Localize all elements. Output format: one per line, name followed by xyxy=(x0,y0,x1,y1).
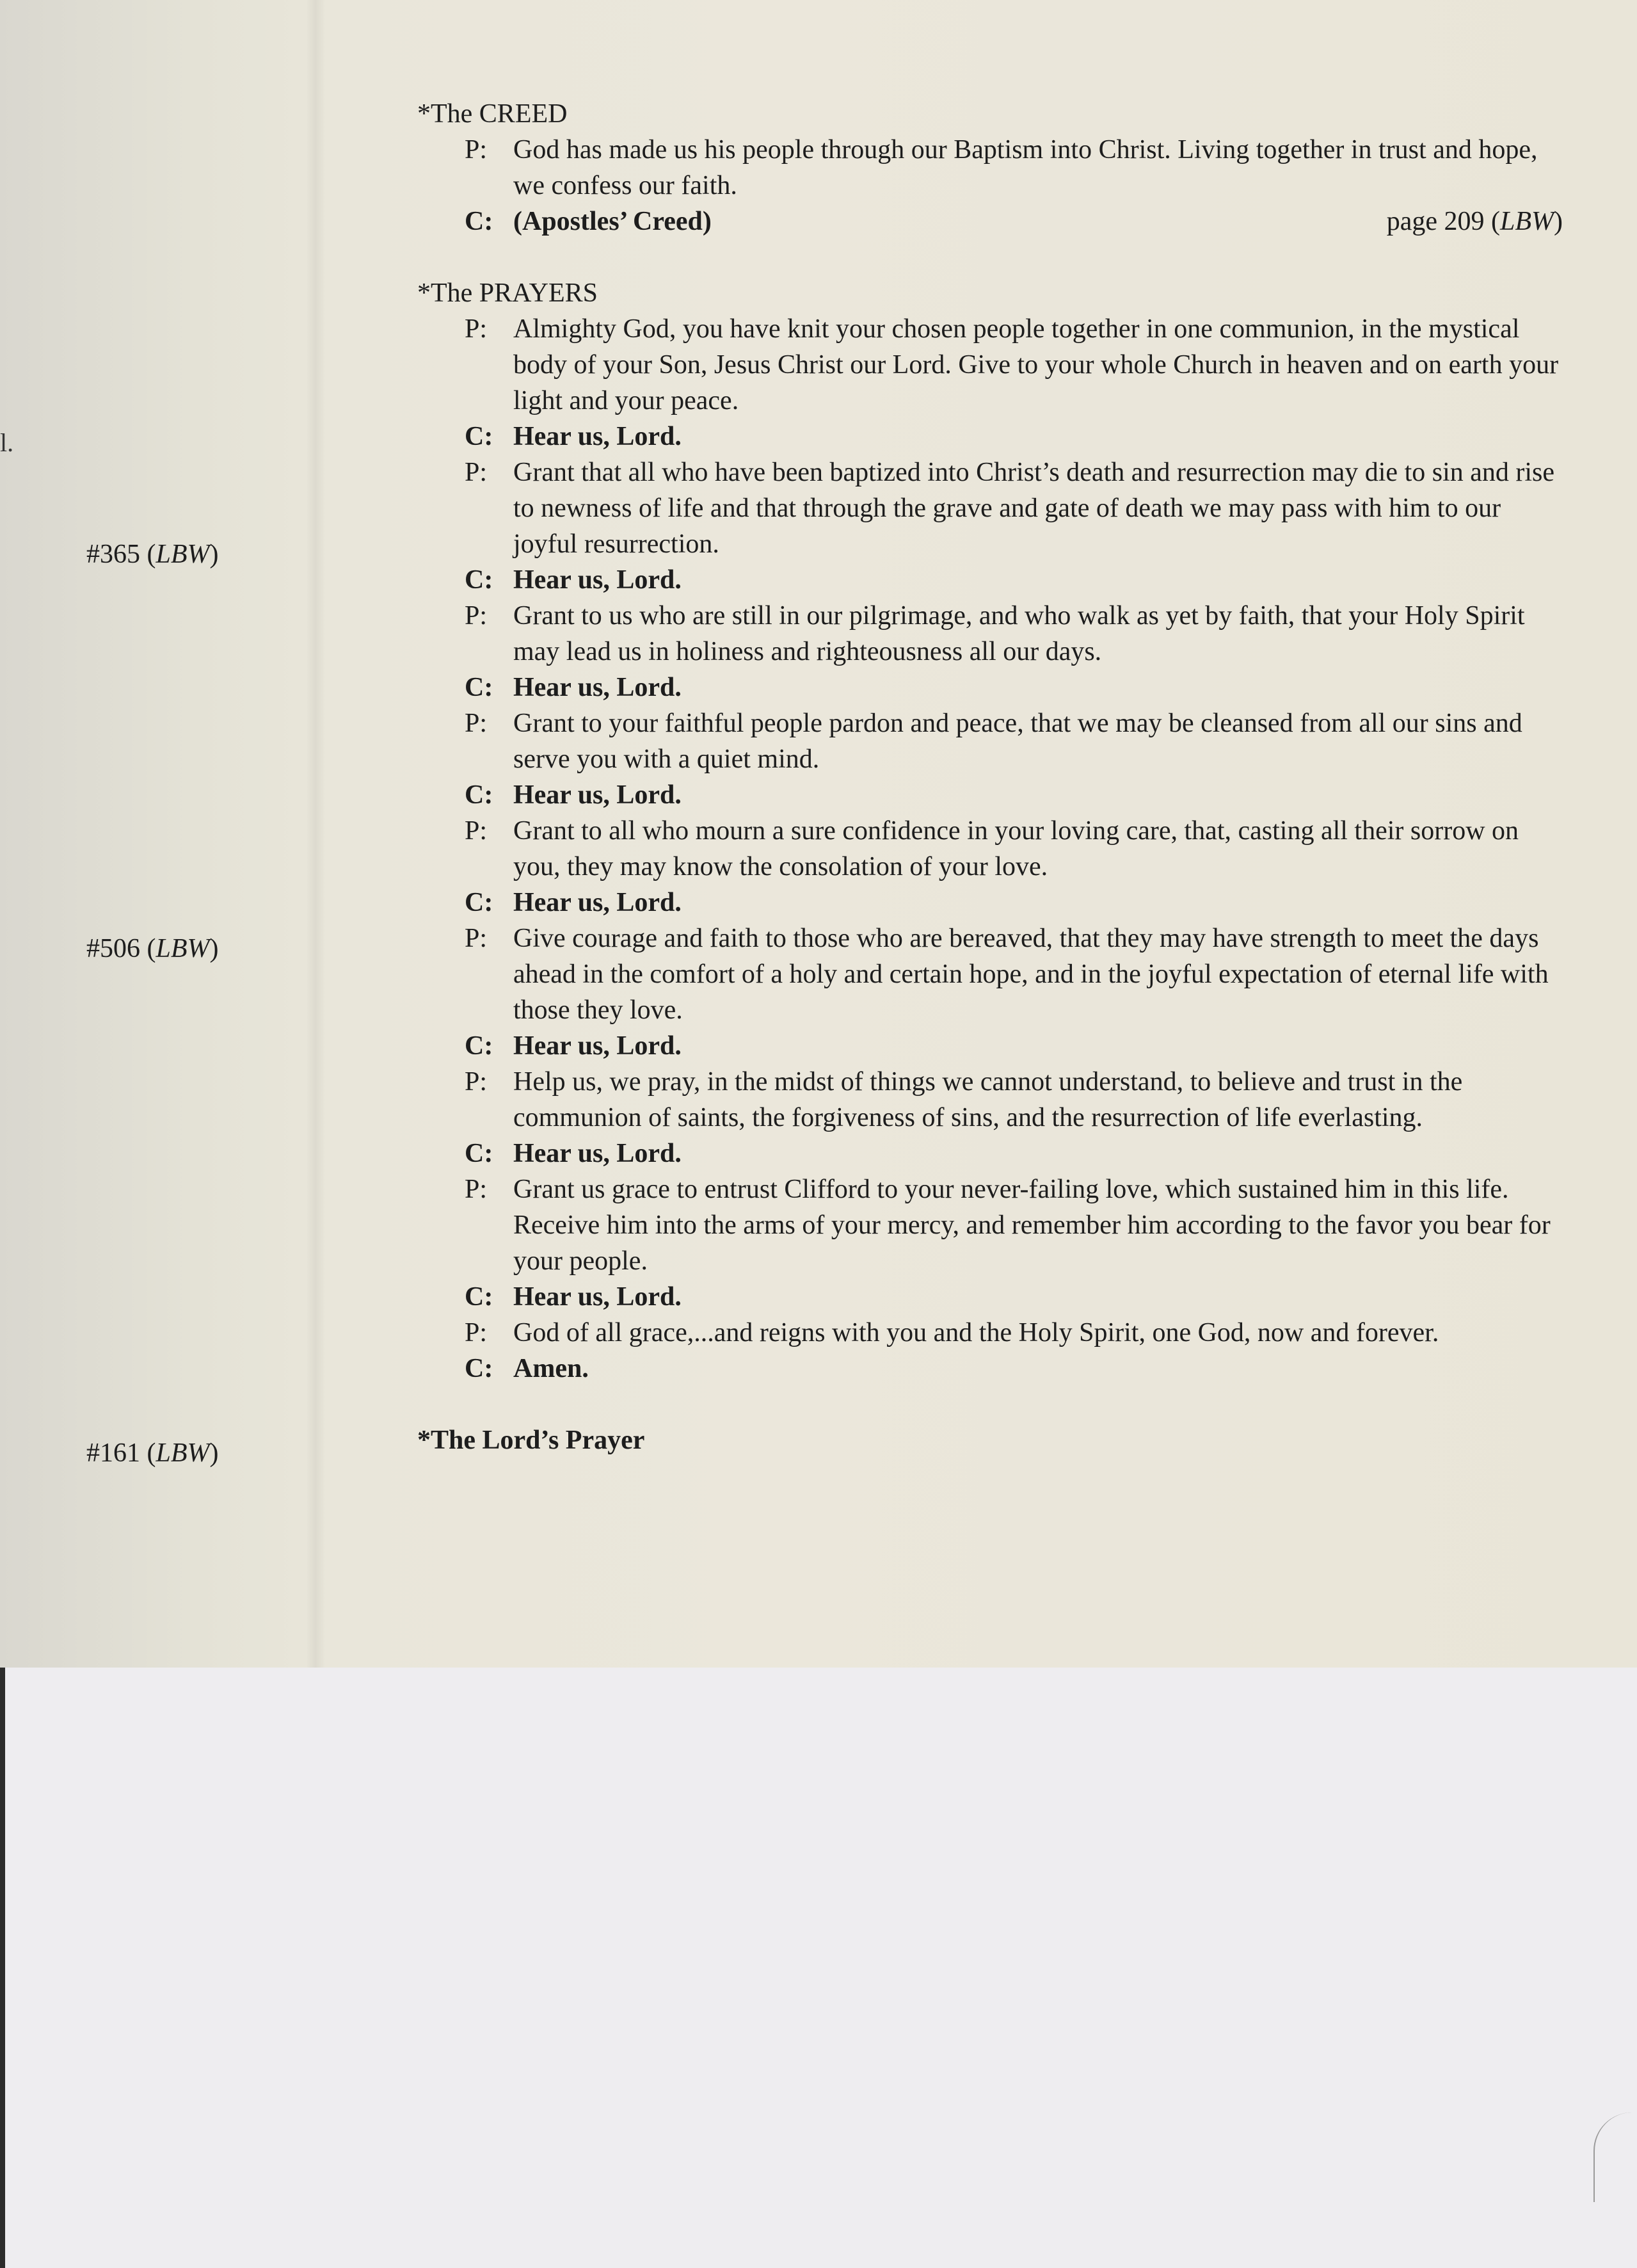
scan-edge xyxy=(0,1668,5,2268)
speaker-label: C: xyxy=(465,565,493,595)
response-text: Hear us, Lord. xyxy=(513,673,682,702)
speaker-label: C: xyxy=(465,1282,493,1312)
prayer-petition xyxy=(417,921,1563,1028)
creed-congregation-text: (Apostles’ Creed) xyxy=(513,207,712,236)
page-reference: page 209 (LBW) xyxy=(1386,207,1563,236)
speaker-label: P: xyxy=(465,1175,488,1204)
prayer-petition xyxy=(417,1315,1563,1351)
liturgy-content xyxy=(417,96,1563,1458)
petition-text: Grant to all who mourn a sure confidence in your loving care, that, casting all their sorrow on you, they may know the consolation of your love. xyxy=(513,816,1519,881)
prayer-petition xyxy=(417,1171,1563,1279)
speaker-label: C: xyxy=(465,673,493,702)
scanner-background xyxy=(5,1668,1637,2268)
creed-pastor-text: God has made us his people through our Baptism into Christ. Living together in trust and hope, we confess our faith. xyxy=(513,135,1538,200)
speaker-label: C: xyxy=(465,780,493,810)
petition-text: Help us, we pray, in the midst of things we cannot understand, to believe and trust in the communion of saints, the forgiveness of sins, and the resurrection of life everlasting. xyxy=(513,1067,1463,1132)
prayer-response xyxy=(417,1028,1563,1064)
response-text: Hear us, Lord. xyxy=(513,1139,682,1168)
petition-text: Almighty God, you have knit your chosen people together in one communion, in the mystical body of your Son, Jesus Christ our Lord. Give to your whole Church in heaven and on earth your light and your peace. xyxy=(513,314,1559,415)
prayer-petition xyxy=(417,311,1563,419)
speaker-label: P: xyxy=(465,135,488,165)
response-text: Hear us, Lord. xyxy=(513,565,682,595)
speaker-label: P: xyxy=(465,924,488,953)
prayer-petition xyxy=(417,598,1563,670)
speaker-label: P: xyxy=(465,709,488,738)
prayer-response xyxy=(417,1136,1563,1171)
prayer-petition xyxy=(417,813,1563,885)
response-text: Hear us, Lord. xyxy=(513,888,682,917)
petition-text: Give courage and faith to those who are bereaved, that they may have strength to meet the days ahead in the comfort of a holy and certain hope, and in the joyful expectation of eternal life with those they love. xyxy=(513,924,1549,1025)
hymn-ref-161: #161 (LBW) xyxy=(86,1438,219,1468)
speaker-label: P: xyxy=(465,1318,488,1347)
prayer-response xyxy=(417,885,1563,921)
hymn-ref-365: #365 (LBW) xyxy=(86,540,219,569)
paper-fold xyxy=(306,0,325,1668)
stray-mark: l. xyxy=(0,428,14,457)
petition-text: Grant to us who are still in our pilgrimage, and who walk as yet by faith, that your Holy Spirit may lead us in holiness and righteousness all our days. xyxy=(513,601,1525,666)
prayer-response xyxy=(417,1279,1563,1315)
hymn-ref-506: #506 (LBW) xyxy=(86,934,219,963)
speaker-label: C: xyxy=(465,1031,493,1061)
prayer-response xyxy=(417,419,1563,454)
speaker-label: C: xyxy=(465,422,493,451)
speaker-label: C: xyxy=(465,207,493,236)
prayer-response xyxy=(417,777,1563,813)
speaker-label: C: xyxy=(465,1139,493,1168)
speaker-label: P: xyxy=(465,458,488,487)
speaker-label: C: xyxy=(465,888,493,917)
response-text: Hear us, Lord. xyxy=(513,1282,682,1312)
response-text: Amen. xyxy=(513,1354,589,1383)
petition-text: Grant to your faithful people pardon and peace, that we may be cleansed from all our sins and serve you with a quiet mind. xyxy=(513,709,1522,774)
prayer-response xyxy=(417,1351,1563,1387)
response-text: Hear us, Lord. xyxy=(513,1031,682,1061)
creed-congregation-line xyxy=(417,204,1563,239)
prayer-response xyxy=(417,670,1563,705)
petition-text: Grant that all who have been baptized into Christ’s death and resurrection may die to sin and rise to newness of life and that through the grave and gate of death we may pass with him to our joyful resurrection. xyxy=(513,458,1555,559)
speaker-label: C: xyxy=(465,1354,493,1383)
petition-text: God of all grace,...and reigns with you and the Holy Spirit, one God, now and forever. xyxy=(513,1318,1439,1347)
prayer-petition xyxy=(417,454,1563,562)
petition-text: Grant us grace to entrust Clifford to your never-failing love, which sustained him in this life. Receive him into the arms of your mercy, and remember him according to the favor you bear for your people. xyxy=(513,1175,1551,1276)
creed-pastor-line xyxy=(417,132,1563,204)
speaker-label: P: xyxy=(465,314,488,344)
prayer-petition xyxy=(417,705,1563,777)
creed-title: *The CREED xyxy=(417,99,568,129)
speaker-label: P: xyxy=(465,601,488,631)
prayers-title: *The PRAYERS xyxy=(417,278,598,308)
speaker-label: P: xyxy=(465,816,488,846)
response-text: Hear us, Lord. xyxy=(513,780,682,810)
prayer-petition xyxy=(417,1064,1563,1136)
prayer-list xyxy=(417,311,1563,1387)
speaker-label: P: xyxy=(465,1067,488,1097)
prayer-response xyxy=(417,562,1563,598)
lords-prayer-title: *The Lord’s Prayer xyxy=(417,1426,645,1455)
response-text: Hear us, Lord. xyxy=(513,422,682,451)
